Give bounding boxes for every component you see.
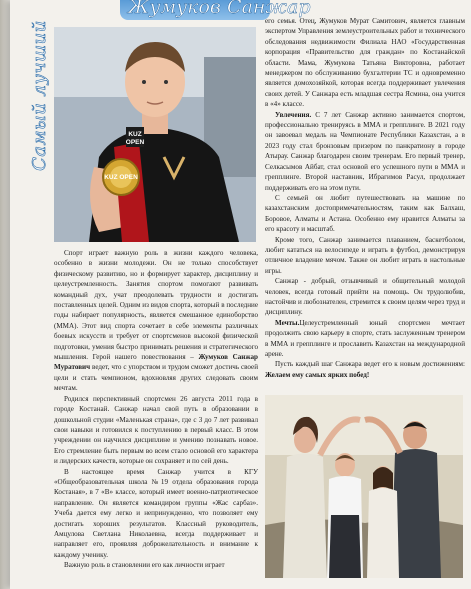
wish-text: Пусть каждый шаг Санжара ведет его к новым достижениям: <box>275 360 465 369</box>
right-paragraph-3: С семьей он любит путешествовать на машине по казахстанским достопримечательностям, таким как Балхаш, Боровое, Алматы и Астана. Особенно ему нравится Алматы за его красоту и масштаб. <box>265 193 465 234</box>
right-paragraph-5: Санжар - добрый, отзывчивый и общительный молодой человек, всегда готовый прийти на помощь. Он трудолюбив, настойчив и любознателен, стремится к своим целям через труд и дисциплину. <box>265 277 465 317</box>
left-p1-text: Спорт играет важную роль в жизни каждого человека, особенно в жизни молодежи. Он не только способствует физическому развитию, но и формирует характер, дисциплину и целеустремленность. Занятия спортом помогают развивать командный дух, учат преодолевать трудности и достигать поставленных целей. Одним из видов спорта, который в последние годы набирает популярность, является смешанное единоборство (ММА). Этот вид спорта сочетает в себе элементы различных боевых искусств и требует от спортсменов высокой физической подготовки, умения быстро принимать решения и стратегического мышления. Герой нашего повествования – <box>54 249 258 362</box>
hero-name: Жумуков Санжар Муратович <box>54 353 259 372</box>
magazine-page <box>10 0 471 589</box>
left-paragraph-1 <box>54 248 258 394</box>
left-paragraph-2: Родился перспективный спортсмен 26 августа 2011 года в городе Костанай. Санжар начал свой путь в образовании в дошкольной студии «Маленькая страна», где с 3 до 7 лет развивал свои навыки и готовился к поступлению в первый класс. В этом учреждении он научился дисциплине и умению познавать новое. Его стремление быть первым во всем стало основой его характера и лидерских качеств, которые он сохраняет и по сей день. <box>54 394 258 466</box>
portrait-photo <box>54 27 256 242</box>
hobbies-text: С 7 лет Санжар активно занимается спортом, профессионально тренируясь в ММА и грепплинге. В 2021 году он завоевал медаль на Чемпионате Республики Казахстан, а в 2023 году стал бронзовым призером по панкратиону в городе Атырау. Санжар благодарен своим тренерам. Его первый тренер, Селкасымов Айбат, стал основой его успешного пути в ММА и грепплинге. Второй наставник, Ибрагимов Расул, продолжает поддерживать его на этом пути. <box>265 110 465 192</box>
article-title: Жумуков Санжар <box>128 0 311 18</box>
right-paragraph-2 <box>265 110 465 193</box>
ribbon-badge-bottom: OPEN <box>125 139 145 146</box>
right-paragraph-6 <box>265 318 465 360</box>
ribbon-badge-top: KUZ <box>128 131 142 138</box>
medal-label: KUZ OPEN <box>104 174 138 181</box>
hobbies-label: Увлечения. <box>275 110 312 119</box>
wish-bold: Желаем ему самых ярких побед! <box>265 370 370 379</box>
family-photo <box>265 395 463 578</box>
left-p1-end: ведет, что с упорством и трудом сможет достичь своей цели и стать чемпионом, вдохновляя других следовать своим мечтам. <box>54 363 258 393</box>
side-title-text: Самый лучший <box>28 19 50 171</box>
right-column <box>265 16 465 380</box>
magazine-spine <box>0 0 10 589</box>
right-paragraph-1: его семья. Отец, Жумуков Мурат Самитович, является главным экспертом Управления землеустроительных работ и технического обследования недвижимости Филиала НАО «Государственная корпорация «Правительство для граждан» по Костанайской области. Мама, Жумукова Татьяна Викторовна, работает менеджером по обслуживанию бухгалтерии ТС и одновременно является домохозяйкой, которая всегда поддерживает увлечения своих детей. У Санжара есть младшая сестра Ясмина, она учится в «4» классе. <box>265 17 465 109</box>
right-paragraph-4: Кроме того, Санжар занимается плаванием, баскетболом, любит кататься на велосипеде и играть в футбол, демонстрируя отличное владение мячом. Также он любит играть в настольные игры. <box>265 235 465 275</box>
side-title <box>24 20 54 170</box>
dreams-label: Мечты. <box>275 318 300 327</box>
left-paragraph-3: В настоящее время Санжар учится в КГУ «Общеобразовательная школа №19 отдела образования города Костаная», в 7 «В» классе, который имеет военно-патриотическое направление. Он является командиром группы «Жас сарбаз». Учеба дается ему легко и непринужденно, что позволяет ему достигать хороших результатов. Классный руководитель, Амцулова Светлана Николаевна, всегда поддерживает и направляет его, проявляя доброжелательность и внимание к каждому ученику. <box>54 467 258 559</box>
right-paragraph-7 <box>265 359 465 380</box>
dreams-text: Целеустремленный юный спортсмен мечтает продолжить свою карьеру в спорте, стать заслуженным тренером в ММА и грепплинге и прославить Казахстан на международной арене. <box>265 318 465 358</box>
left-paragraph-4: Важную роль в становлении его как личности играет <box>64 561 225 570</box>
left-column <box>54 248 258 571</box>
